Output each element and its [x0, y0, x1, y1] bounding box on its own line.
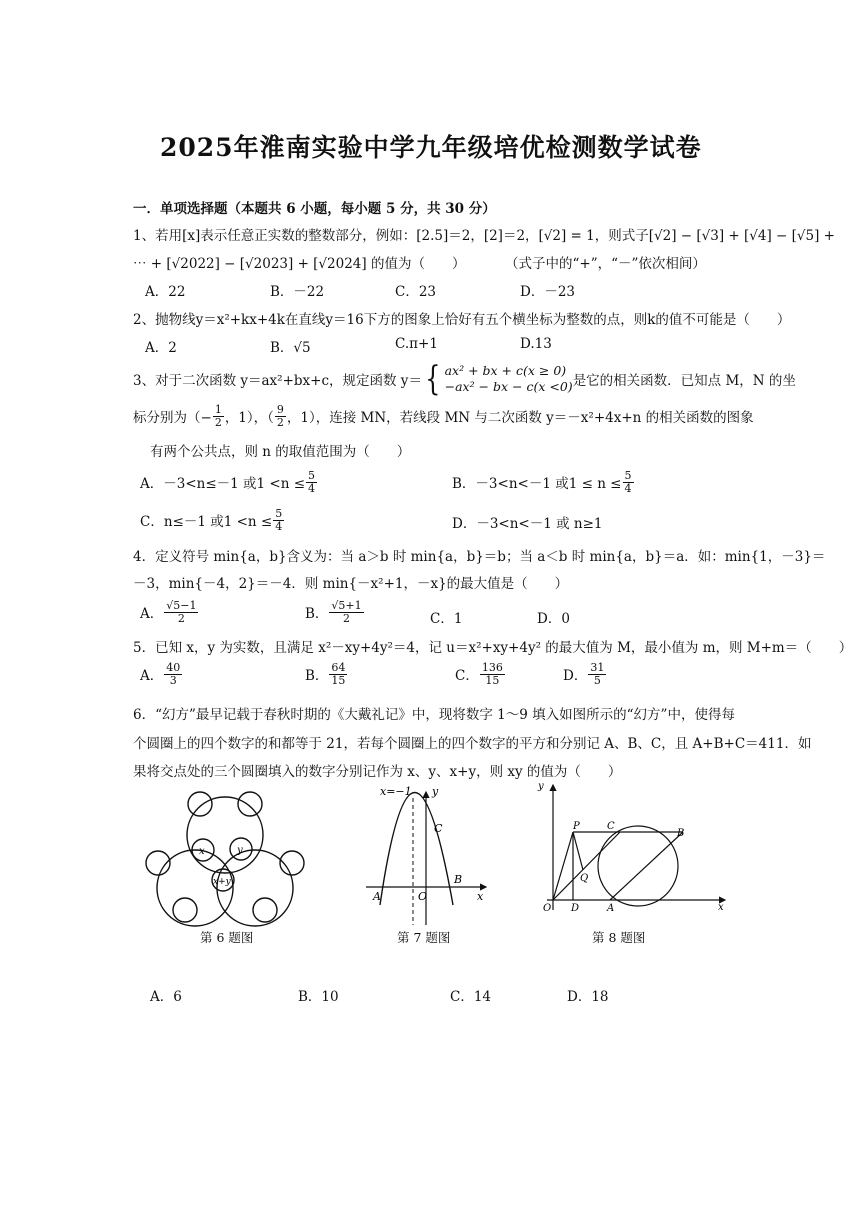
q6-option-b[interactable]: B．10: [298, 989, 339, 1005]
fraction: [164, 600, 198, 624]
fig8-label-y: y: [538, 781, 544, 792]
q3-option-c[interactable]: [140, 508, 285, 532]
q3-line2-part-a: 标分别为（−: [133, 410, 212, 427]
fraction: [588, 662, 606, 686]
q5-option-d-label: D．: [563, 668, 588, 685]
fig6-label-xy: x+y: [213, 877, 231, 887]
denominator: 2: [214, 415, 222, 429]
q1-option-a[interactable]: A．22: [145, 284, 186, 300]
q5-option-b-label: B．: [305, 668, 329, 685]
q5-option-c-label: C．: [455, 668, 479, 685]
fig8-label-a: A: [607, 903, 615, 914]
q3-option-b-text: B．－3<n<－1 或1 ≤ n ≤: [452, 476, 622, 493]
denominator: 4: [308, 481, 316, 495]
fig7-label-x: x: [477, 890, 484, 903]
fig6-label-x: x: [199, 846, 205, 857]
q6-line3: 果将交点处的三个圆圈填入的数字分别记作为 x、y、x+y，则 xy 的值为（ ）: [133, 764, 622, 780]
denominator: 15: [485, 673, 500, 687]
fig8-label-o: O: [543, 903, 552, 914]
fig6-label-y: y: [237, 845, 243, 856]
q3-line2-part-b: ，1），（: [224, 410, 274, 427]
q4-option-d[interactable]: D．0: [537, 611, 570, 627]
figure-6-caption: 第 6 题图: [200, 930, 254, 945]
q6-option-a[interactable]: A．6: [150, 989, 182, 1005]
q3-post: 是它的相关函数．已知点 M，N 的坐: [572, 373, 796, 389]
denominator: 5: [593, 673, 601, 687]
fig8-label-q: Q: [580, 873, 589, 884]
fig7-label-o: O: [418, 890, 428, 903]
q4-option-c[interactable]: C．1: [430, 611, 463, 627]
q6-line1: 6．“幻方”最早记载于春秋时期的《大戴礼记》中，现将数字 1～9 填入如图所示的“幻方”中，使得每: [133, 707, 735, 723]
figure-8-caption: 第 8 题图: [592, 930, 646, 945]
q2-line1: 2、抛物线y＝x²+kx+4k在直线y＝16下方的图象上恰好有五个横坐标为整数的点，则k的值不可能是（ ）: [133, 312, 791, 328]
numerator: 5: [275, 507, 283, 520]
numerator: 64: [331, 661, 346, 674]
q3-option-a[interactable]: [140, 470, 318, 494]
q5-option-c[interactable]: [455, 662, 506, 686]
q3-option-a-text: A．－3<n≤－1 或1 <n ≤: [140, 476, 306, 493]
numerator: 1: [214, 403, 222, 416]
denominator: 2: [177, 611, 185, 625]
q6-line2: 个圆圈上的四个数字的和都等于 21，若每个圆圈上的四个数字的平方和分别记 A、B、C，且 A+B+C＝411．如: [133, 736, 812, 752]
q1-line1: 1、若用[x]表示任意正实数的整数部分，例如：[2.5]＝2，[2]＝2，[√2] = 1，则式子[√2] − [√3] + [√4] − [√5] +: [133, 228, 835, 244]
section-heading: 一．单项选择题（本题共 6 小题，每小题 5 分，共 30 分）: [133, 201, 496, 217]
fig7-label-c: C: [434, 822, 443, 835]
fig7-label-y: y: [432, 785, 439, 798]
q3-option-b[interactable]: [452, 470, 635, 494]
denominator: 2: [276, 415, 284, 429]
q3-line2-part-c: ，1），连接 MN，若线段 MN 与二次函数 y＝－x²+4x+n 的相关函数的图象: [286, 410, 754, 427]
numerator: 31: [590, 661, 605, 674]
fig7-label-b: B: [454, 873, 463, 886]
q1-option-d[interactable]: D．－23: [520, 284, 576, 300]
q4-line1: 4．定义符号 min{a，b}含义为：当 a＞b 时 min{a，b}＝b；当 a＜b 时 min{a，b}＝a．如：min{1，－3}＝: [133, 549, 826, 565]
numerator: 9: [276, 403, 284, 416]
fig8-label-x: x: [718, 902, 724, 913]
denominator: 4: [275, 519, 283, 533]
denominator: 4: [624, 481, 632, 495]
fraction: [329, 662, 347, 686]
q3-line1: [133, 359, 796, 399]
q5-option-b[interactable]: [305, 662, 348, 686]
q1-line2: ⋯ + [√2022] − [√2023] + [√2024] 的值为（ ）: [133, 256, 466, 272]
q5-line1: 5．已知 x，y 为实数，且满足 x²－xy+4y²＝4，记 u＝x²+xy+4y² 的最大值为 M，最小值为 m，则 M+m＝（ ）: [133, 640, 853, 656]
q3-line2: [133, 404, 754, 428]
fraction: [480, 662, 505, 686]
q3-pre: 3、对于二次函数 y＝ax²+bx+c，规定函数 y＝: [133, 373, 422, 389]
q3-line3: 有两个公共点，则 n 的取值范围为（ ）: [150, 444, 411, 460]
brace-icon: {: [425, 359, 441, 399]
q1-option-b[interactable]: B．－22: [270, 284, 325, 300]
q2-option-d[interactable]: D.13: [520, 336, 552, 352]
figure-7-parabola: [358, 780, 493, 930]
page-title: 2025年淮南实验中学九年级培优检测数学试卷: [160, 133, 702, 162]
fig8-label-p: P: [573, 821, 580, 832]
piecewise-case-1: ax² + bx + c(x ≥ 0): [444, 362, 567, 378]
fig7-label-a: A: [373, 890, 381, 903]
fraction: [273, 508, 284, 532]
q4-option-a[interactable]: [140, 600, 199, 624]
q4-option-b-label: B．: [305, 606, 329, 623]
numerator: √5+1: [331, 599, 362, 612]
fig8-label-c: C: [607, 821, 615, 832]
denominator: 2: [343, 611, 351, 625]
q4-option-b[interactable]: [305, 600, 365, 624]
q4-line2: －3，min{－4，2}＝－4．则 min{－x²+1，－x}的最大值是（ ）: [133, 576, 569, 592]
fraction: [275, 404, 286, 428]
numerator: 5: [624, 469, 632, 482]
q5-option-a[interactable]: [140, 662, 183, 686]
fraction: [306, 470, 317, 494]
fraction: [329, 600, 363, 624]
figure-6-magic-circles: [135, 780, 310, 930]
q2-option-a[interactable]: A．2: [145, 340, 177, 356]
piecewise-case-2: −ax² − bx − c(x <0): [444, 379, 573, 394]
q5-option-a-label: A．: [140, 668, 164, 685]
q1-note: （式子中的“+”，“－”依次相间）: [505, 256, 706, 272]
fraction: [213, 404, 224, 428]
q2-option-b[interactable]: B．√5: [270, 340, 311, 356]
q6-option-c[interactable]: C．14: [450, 989, 492, 1005]
denominator: 15: [331, 673, 346, 687]
figure-8-circle: [535, 775, 730, 925]
denominator: 3: [169, 673, 177, 687]
numerator: √5−1: [166, 599, 197, 612]
numerator: 5: [308, 469, 316, 482]
fraction: [623, 470, 634, 494]
numerator: 40: [166, 661, 181, 674]
q3-option-c-text: C．n≤－1 或1 <n ≤: [140, 514, 273, 531]
fig7-axis-label: x=−1: [380, 785, 412, 798]
fig8-label-d: D: [571, 903, 580, 914]
q2-option-c[interactable]: C.π+1: [395, 336, 438, 352]
q6-option-d[interactable]: D．18: [567, 989, 609, 1005]
figure-7-caption: 第 7 题图: [397, 930, 451, 945]
numerator: 136: [481, 661, 503, 674]
fig8-label-b: B: [677, 828, 685, 839]
q3-option-d[interactable]: D．－3<n<－1 或 n≥1: [452, 516, 603, 532]
q4-option-a-label: A．: [140, 606, 164, 623]
fraction: [164, 662, 182, 686]
q1-option-c[interactable]: C．23: [395, 284, 437, 300]
piecewise-function: [422, 359, 573, 399]
q5-option-d[interactable]: [563, 662, 607, 686]
